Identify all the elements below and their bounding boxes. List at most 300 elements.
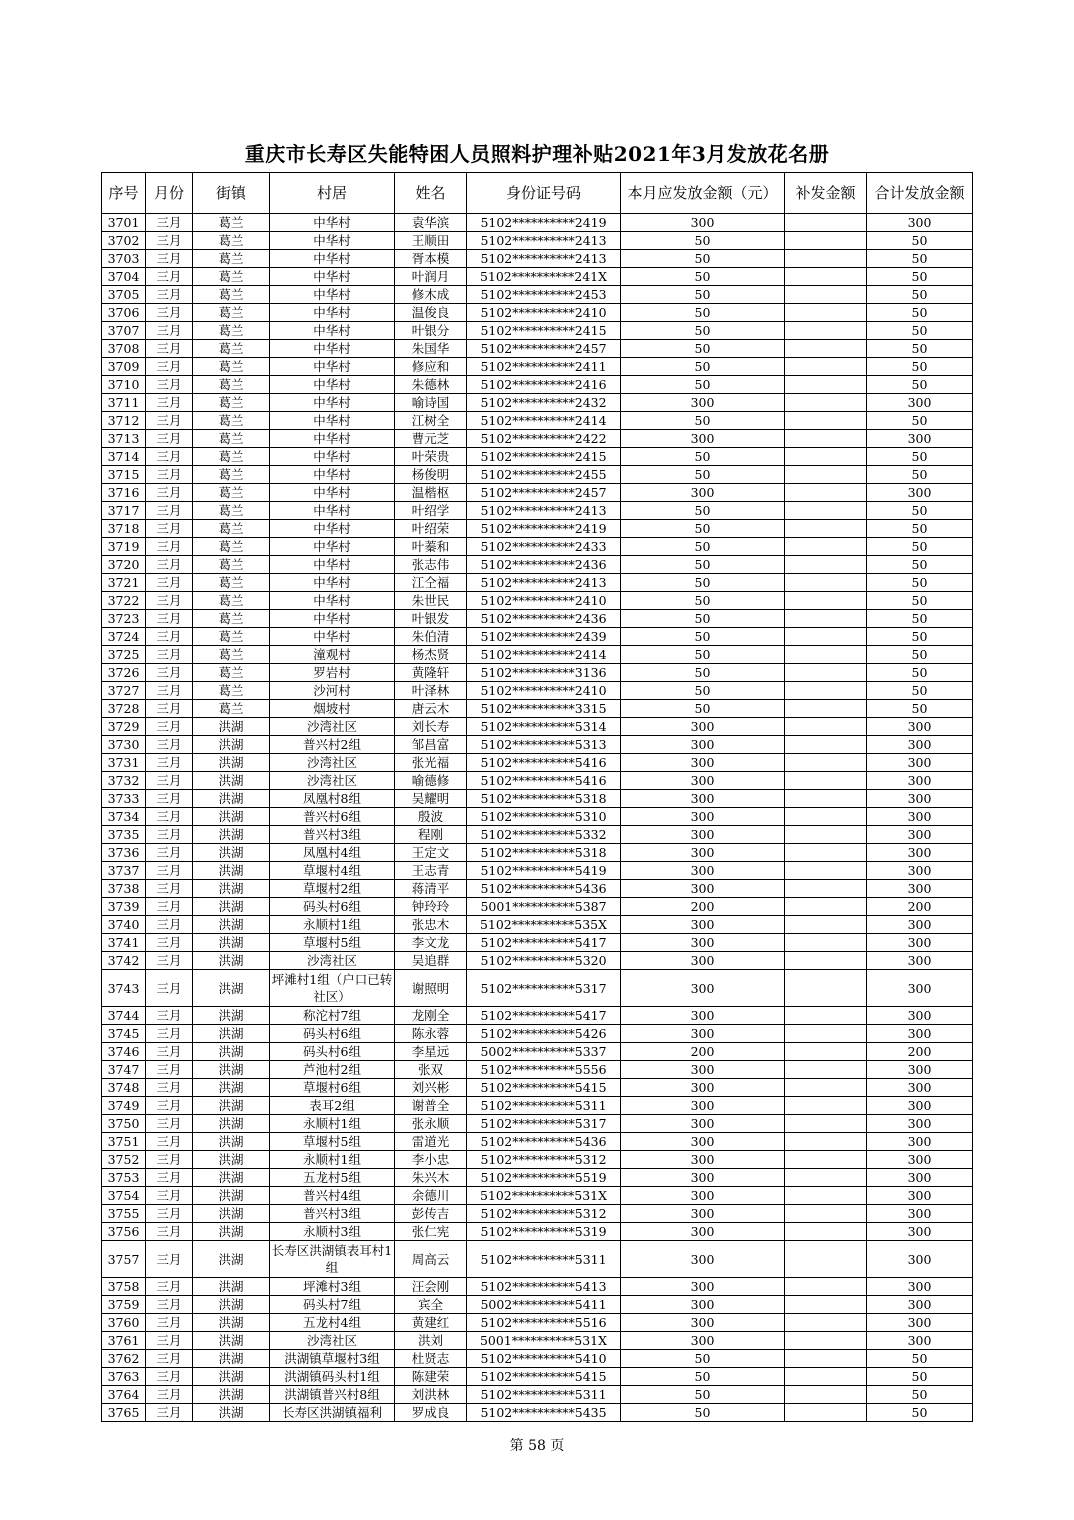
cell-town: 洪湖 bbox=[193, 1133, 270, 1151]
cell-name: 王顺田 bbox=[395, 232, 467, 250]
cell-total-amount: 300 bbox=[867, 394, 973, 412]
cell-name: 叶绍学 bbox=[395, 502, 467, 520]
cell-monthly-amount: 300 bbox=[621, 826, 785, 844]
cell-name: 李文龙 bbox=[395, 934, 467, 952]
cell-reissue-amount bbox=[785, 1223, 867, 1241]
cell-reissue-amount bbox=[785, 1115, 867, 1133]
col-header-town: 街镇 bbox=[193, 173, 270, 214]
cell-monthly-amount: 50 bbox=[621, 232, 785, 250]
cell-id-number: 5002**********5411 bbox=[467, 1296, 621, 1314]
cell-month: 三月 bbox=[146, 412, 193, 430]
table-row bbox=[102, 826, 973, 844]
cell-monthly-amount: 300 bbox=[621, 736, 785, 754]
cell-reissue-amount bbox=[785, 250, 867, 268]
cell-id-number: 5102**********5332 bbox=[467, 826, 621, 844]
cell-village: 中华村 bbox=[270, 448, 395, 466]
header-row bbox=[102, 173, 973, 214]
cell-name: 袁华滨 bbox=[395, 214, 467, 232]
cell-village: 中华村 bbox=[270, 268, 395, 286]
cell-total-amount: 300 bbox=[867, 1169, 973, 1187]
cell-index: 3710 bbox=[102, 376, 146, 394]
cell-total-amount: 300 bbox=[867, 1296, 973, 1314]
cell-reissue-amount bbox=[785, 304, 867, 322]
cell-village: 沙湾社区 bbox=[270, 952, 395, 970]
cell-reissue-amount bbox=[785, 394, 867, 412]
cell-reissue-amount bbox=[785, 1043, 867, 1061]
cell-village: 草堰村2组 bbox=[270, 880, 395, 898]
cell-reissue-amount bbox=[785, 1386, 867, 1404]
cell-total-amount: 300 bbox=[867, 880, 973, 898]
cell-total-amount: 300 bbox=[867, 736, 973, 754]
cell-village: 永顺村1组 bbox=[270, 916, 395, 934]
cell-index: 3751 bbox=[102, 1133, 146, 1151]
cell-monthly-amount: 50 bbox=[621, 628, 785, 646]
cell-monthly-amount: 300 bbox=[621, 1061, 785, 1079]
cell-index: 3759 bbox=[102, 1296, 146, 1314]
cell-id-number: 5102**********5311 bbox=[467, 1241, 621, 1278]
cell-village: 五龙村5组 bbox=[270, 1169, 395, 1187]
cell-id-number: 5102**********2422 bbox=[467, 430, 621, 448]
cell-town: 洪湖 bbox=[193, 754, 270, 772]
cell-total-amount: 50 bbox=[867, 340, 973, 358]
cell-town: 洪湖 bbox=[193, 1350, 270, 1368]
roster-table bbox=[101, 172, 973, 1422]
cell-town: 洪湖 bbox=[193, 1187, 270, 1205]
cell-month: 三月 bbox=[146, 250, 193, 268]
cell-reissue-amount bbox=[785, 790, 867, 808]
cell-index: 3712 bbox=[102, 412, 146, 430]
cell-village: 永顺村1组 bbox=[270, 1115, 395, 1133]
cell-index: 3708 bbox=[102, 340, 146, 358]
cell-id-number: 5102**********5417 bbox=[467, 1007, 621, 1025]
cell-name: 洪刘 bbox=[395, 1332, 467, 1350]
cell-id-number: 5102**********2457 bbox=[467, 340, 621, 358]
cell-village: 中华村 bbox=[270, 610, 395, 628]
cell-reissue-amount bbox=[785, 268, 867, 286]
cell-total-amount: 50 bbox=[867, 700, 973, 718]
cell-index: 3744 bbox=[102, 1007, 146, 1025]
cell-village: 中华村 bbox=[270, 214, 395, 232]
page-number: 第 58 页 bbox=[509, 1438, 565, 1454]
cell-village: 码头村6组 bbox=[270, 898, 395, 916]
cell-id-number: 5102**********2433 bbox=[467, 538, 621, 556]
cell-month: 三月 bbox=[146, 1241, 193, 1278]
table-row bbox=[102, 484, 973, 502]
cell-reissue-amount bbox=[785, 430, 867, 448]
cell-index: 3752 bbox=[102, 1151, 146, 1169]
cell-month: 三月 bbox=[146, 358, 193, 376]
cell-month: 三月 bbox=[146, 952, 193, 970]
table-row bbox=[102, 322, 973, 340]
cell-name: 彭传吉 bbox=[395, 1205, 467, 1223]
cell-total-amount: 300 bbox=[867, 754, 973, 772]
cell-village: 普兴村4组 bbox=[270, 1187, 395, 1205]
cell-month: 三月 bbox=[146, 1007, 193, 1025]
cell-month: 三月 bbox=[146, 466, 193, 484]
cell-name: 叶蓁和 bbox=[395, 538, 467, 556]
cell-monthly-amount: 300 bbox=[621, 1332, 785, 1350]
cell-town: 洪湖 bbox=[193, 1043, 270, 1061]
cell-id-number: 5102**********5317 bbox=[467, 970, 621, 1007]
cell-index: 3706 bbox=[102, 304, 146, 322]
cell-town: 洪湖 bbox=[193, 1278, 270, 1296]
cell-name: 叶润月 bbox=[395, 268, 467, 286]
table-row bbox=[102, 286, 973, 304]
cell-index: 3723 bbox=[102, 610, 146, 628]
cell-village: 永顺村3组 bbox=[270, 1223, 395, 1241]
col-header-name: 姓名 bbox=[395, 173, 467, 214]
table-row bbox=[102, 538, 973, 556]
cell-month: 三月 bbox=[146, 1187, 193, 1205]
cell-monthly-amount: 300 bbox=[621, 430, 785, 448]
cell-month: 三月 bbox=[146, 772, 193, 790]
cell-reissue-amount bbox=[785, 1296, 867, 1314]
cell-town: 洪湖 bbox=[193, 1241, 270, 1278]
table-row bbox=[102, 934, 973, 952]
cell-id-number: 5102**********5319 bbox=[467, 1223, 621, 1241]
cell-town: 洪湖 bbox=[193, 970, 270, 1007]
cell-index: 3724 bbox=[102, 628, 146, 646]
cell-monthly-amount: 300 bbox=[621, 1079, 785, 1097]
cell-total-amount: 300 bbox=[867, 1097, 973, 1115]
cell-name: 江仝福 bbox=[395, 574, 467, 592]
cell-name: 曹元芝 bbox=[395, 430, 467, 448]
col-header-village: 村居 bbox=[270, 173, 395, 214]
cell-total-amount: 200 bbox=[867, 898, 973, 916]
cell-reissue-amount bbox=[785, 628, 867, 646]
cell-town: 洪湖 bbox=[193, 1223, 270, 1241]
cell-name: 宾全 bbox=[395, 1296, 467, 1314]
cell-id-number: 5102**********2415 bbox=[467, 322, 621, 340]
cell-reissue-amount bbox=[785, 1241, 867, 1278]
cell-month: 三月 bbox=[146, 682, 193, 700]
table-row bbox=[102, 1007, 973, 1025]
cell-town: 葛兰 bbox=[193, 412, 270, 430]
cell-reissue-amount bbox=[785, 232, 867, 250]
cell-name: 龙刚全 bbox=[395, 1007, 467, 1025]
cell-town: 葛兰 bbox=[193, 322, 270, 340]
cell-total-amount: 50 bbox=[867, 592, 973, 610]
cell-month: 三月 bbox=[146, 1314, 193, 1332]
cell-name: 蒋清平 bbox=[395, 880, 467, 898]
cell-id-number: 5102**********5320 bbox=[467, 952, 621, 970]
table-row bbox=[102, 250, 973, 268]
cell-index: 3746 bbox=[102, 1043, 146, 1061]
cell-monthly-amount: 300 bbox=[621, 970, 785, 1007]
table-row bbox=[102, 1386, 973, 1404]
cell-reissue-amount bbox=[785, 520, 867, 538]
cell-village: 草堰村6组 bbox=[270, 1079, 395, 1097]
cell-town: 葛兰 bbox=[193, 232, 270, 250]
cell-village: 长寿区洪湖镇表耳村1组 bbox=[270, 1241, 395, 1278]
cell-town: 洪湖 bbox=[193, 718, 270, 736]
cell-reissue-amount bbox=[785, 826, 867, 844]
table-row bbox=[102, 610, 973, 628]
cell-town: 洪湖 bbox=[193, 952, 270, 970]
cell-village: 罗岩村 bbox=[270, 664, 395, 682]
cell-town: 洪湖 bbox=[193, 1169, 270, 1187]
cell-reissue-amount bbox=[785, 376, 867, 394]
cell-name: 罗成良 bbox=[395, 1404, 467, 1422]
cell-index: 3740 bbox=[102, 916, 146, 934]
cell-total-amount: 50 bbox=[867, 682, 973, 700]
table-row bbox=[102, 556, 973, 574]
cell-total-amount: 50 bbox=[867, 1350, 973, 1368]
cell-id-number: 5102**********241X bbox=[467, 268, 621, 286]
cell-reissue-amount bbox=[785, 358, 867, 376]
cell-month: 三月 bbox=[146, 1151, 193, 1169]
cell-total-amount: 50 bbox=[867, 1404, 973, 1422]
cell-total-amount: 300 bbox=[867, 214, 973, 232]
cell-index: 3755 bbox=[102, 1205, 146, 1223]
cell-id-number: 5102**********2413 bbox=[467, 232, 621, 250]
cell-monthly-amount: 50 bbox=[621, 592, 785, 610]
cell-month: 三月 bbox=[146, 502, 193, 520]
table-row bbox=[102, 214, 973, 232]
cell-total-amount: 300 bbox=[867, 1187, 973, 1205]
cell-name: 胥本模 bbox=[395, 250, 467, 268]
cell-month: 三月 bbox=[146, 898, 193, 916]
table-row bbox=[102, 376, 973, 394]
cell-id-number: 5001**********531X bbox=[467, 1332, 621, 1350]
cell-name: 吴追群 bbox=[395, 952, 467, 970]
cell-monthly-amount: 50 bbox=[621, 466, 785, 484]
cell-monthly-amount: 300 bbox=[621, 1097, 785, 1115]
cell-name: 钟玲玲 bbox=[395, 898, 467, 916]
cell-name: 刘洪林 bbox=[395, 1386, 467, 1404]
cell-monthly-amount: 50 bbox=[621, 448, 785, 466]
cell-monthly-amount: 300 bbox=[621, 484, 785, 502]
cell-total-amount: 300 bbox=[867, 1007, 973, 1025]
cell-village: 长寿区洪湖镇福利 bbox=[270, 1404, 395, 1422]
cell-monthly-amount: 300 bbox=[621, 1223, 785, 1241]
cell-reissue-amount bbox=[785, 1061, 867, 1079]
cell-name: 叶绍荣 bbox=[395, 520, 467, 538]
cell-village: 凤凰村8组 bbox=[270, 790, 395, 808]
cell-town: 葛兰 bbox=[193, 592, 270, 610]
table-row bbox=[102, 1115, 973, 1133]
table-row bbox=[102, 754, 973, 772]
cell-month: 三月 bbox=[146, 1350, 193, 1368]
cell-name: 陈永蓉 bbox=[395, 1025, 467, 1043]
col-header-reissue-amount: 补发金额 bbox=[785, 173, 867, 214]
cell-village: 芦池村2组 bbox=[270, 1061, 395, 1079]
cell-town: 葛兰 bbox=[193, 520, 270, 538]
cell-reissue-amount bbox=[785, 466, 867, 484]
cell-id-number: 5102**********3136 bbox=[467, 664, 621, 682]
cell-village: 表耳2组 bbox=[270, 1097, 395, 1115]
cell-id-number: 5102**********5413 bbox=[467, 1278, 621, 1296]
cell-monthly-amount: 50 bbox=[621, 376, 785, 394]
cell-total-amount: 50 bbox=[867, 502, 973, 520]
cell-month: 三月 bbox=[146, 844, 193, 862]
cell-id-number: 5102**********5417 bbox=[467, 934, 621, 952]
cell-name: 喻德修 bbox=[395, 772, 467, 790]
table-row bbox=[102, 1278, 973, 1296]
table-row bbox=[102, 862, 973, 880]
table-row bbox=[102, 232, 973, 250]
cell-index: 3734 bbox=[102, 808, 146, 826]
table-row bbox=[102, 574, 973, 592]
cell-village: 洪湖镇普兴村8组 bbox=[270, 1386, 395, 1404]
cell-town: 洪湖 bbox=[193, 826, 270, 844]
cell-monthly-amount: 300 bbox=[621, 916, 785, 934]
cell-month: 三月 bbox=[146, 1278, 193, 1296]
cell-month: 三月 bbox=[146, 232, 193, 250]
cell-id-number: 5102**********5410 bbox=[467, 1350, 621, 1368]
cell-reissue-amount bbox=[785, 1025, 867, 1043]
cell-town: 葛兰 bbox=[193, 340, 270, 358]
cell-total-amount: 300 bbox=[867, 1314, 973, 1332]
cell-name: 杨杰贤 bbox=[395, 646, 467, 664]
cell-reissue-amount bbox=[785, 1404, 867, 1422]
cell-monthly-amount: 200 bbox=[621, 898, 785, 916]
page-title: 重庆市长寿区失能特困人员照料护理补贴2021年3月发放花名册 bbox=[244, 142, 830, 166]
table-row bbox=[102, 340, 973, 358]
cell-village: 中华村 bbox=[270, 304, 395, 322]
cell-monthly-amount: 300 bbox=[621, 1115, 785, 1133]
cell-month: 三月 bbox=[146, 574, 193, 592]
cell-town: 葛兰 bbox=[193, 538, 270, 556]
cell-index: 3718 bbox=[102, 520, 146, 538]
table-row bbox=[102, 646, 973, 664]
table-row bbox=[102, 682, 973, 700]
cell-reissue-amount bbox=[785, 1205, 867, 1223]
cell-town: 洪湖 bbox=[193, 1314, 270, 1332]
cell-reissue-amount bbox=[785, 1151, 867, 1169]
cell-index: 3736 bbox=[102, 844, 146, 862]
cell-month: 三月 bbox=[146, 214, 193, 232]
cell-total-amount: 50 bbox=[867, 232, 973, 250]
cell-id-number: 5102**********5312 bbox=[467, 1205, 621, 1223]
cell-index: 3748 bbox=[102, 1079, 146, 1097]
cell-monthly-amount: 300 bbox=[621, 1151, 785, 1169]
cell-town: 葛兰 bbox=[193, 394, 270, 412]
col-header-index: 序号 bbox=[102, 173, 146, 214]
cell-monthly-amount: 50 bbox=[621, 358, 785, 376]
col-header-monthly-amount: 本月应发放金额（元） bbox=[621, 173, 785, 214]
cell-reissue-amount bbox=[785, 646, 867, 664]
cell-monthly-amount: 50 bbox=[621, 556, 785, 574]
cell-village: 码头村6组 bbox=[270, 1043, 395, 1061]
cell-month: 三月 bbox=[146, 322, 193, 340]
cell-name: 黄隆轩 bbox=[395, 664, 467, 682]
cell-name: 李星远 bbox=[395, 1043, 467, 1061]
table-row bbox=[102, 1133, 973, 1151]
cell-id-number: 5102**********2414 bbox=[467, 412, 621, 430]
cell-id-number: 5102**********5436 bbox=[467, 880, 621, 898]
cell-town: 葛兰 bbox=[193, 664, 270, 682]
cell-index: 3730 bbox=[102, 736, 146, 754]
table-row bbox=[102, 412, 973, 430]
cell-total-amount: 50 bbox=[867, 610, 973, 628]
cell-town: 洪湖 bbox=[193, 1386, 270, 1404]
cell-id-number: 5102**********2410 bbox=[467, 304, 621, 322]
cell-village: 普兴村3组 bbox=[270, 826, 395, 844]
cell-monthly-amount: 300 bbox=[621, 772, 785, 790]
cell-name: 朱德林 bbox=[395, 376, 467, 394]
cell-month: 三月 bbox=[146, 1043, 193, 1061]
cell-month: 三月 bbox=[146, 484, 193, 502]
cell-index: 3761 bbox=[102, 1332, 146, 1350]
table-row bbox=[102, 268, 973, 286]
cell-id-number: 5102**********2413 bbox=[467, 502, 621, 520]
cell-total-amount: 300 bbox=[867, 970, 973, 1007]
table-row bbox=[102, 1350, 973, 1368]
cell-monthly-amount: 50 bbox=[621, 1404, 785, 1422]
table-row bbox=[102, 880, 973, 898]
cell-name: 江树全 bbox=[395, 412, 467, 430]
cell-name: 张双 bbox=[395, 1061, 467, 1079]
cell-reissue-amount bbox=[785, 682, 867, 700]
cell-name: 吴耀明 bbox=[395, 790, 467, 808]
cell-name: 修木成 bbox=[395, 286, 467, 304]
col-header-month: 月份 bbox=[146, 173, 193, 214]
cell-name: 杜贤志 bbox=[395, 1350, 467, 1368]
cell-monthly-amount: 300 bbox=[621, 790, 785, 808]
cell-monthly-amount: 50 bbox=[621, 502, 785, 520]
cell-total-amount: 300 bbox=[867, 1223, 973, 1241]
cell-index: 3749 bbox=[102, 1097, 146, 1115]
cell-village: 中华村 bbox=[270, 430, 395, 448]
cell-reissue-amount bbox=[785, 502, 867, 520]
cell-index: 3709 bbox=[102, 358, 146, 376]
cell-total-amount: 300 bbox=[867, 1332, 973, 1350]
cell-id-number: 5102**********2419 bbox=[467, 520, 621, 538]
cell-month: 三月 bbox=[146, 286, 193, 304]
table-row bbox=[102, 1241, 973, 1278]
table-row bbox=[102, 394, 973, 412]
cell-monthly-amount: 50 bbox=[621, 520, 785, 538]
cell-reissue-amount bbox=[785, 322, 867, 340]
cell-reissue-amount bbox=[785, 718, 867, 736]
cell-monthly-amount: 300 bbox=[621, 394, 785, 412]
cell-month: 三月 bbox=[146, 826, 193, 844]
cell-month: 三月 bbox=[146, 880, 193, 898]
cell-month: 三月 bbox=[146, 1133, 193, 1151]
cell-village: 码头村7组 bbox=[270, 1296, 395, 1314]
cell-village: 坪滩村1组（户口已转社区） bbox=[270, 970, 395, 1007]
cell-index: 3753 bbox=[102, 1169, 146, 1187]
cell-village: 沙河村 bbox=[270, 682, 395, 700]
cell-town: 洪湖 bbox=[193, 1368, 270, 1386]
cell-reissue-amount bbox=[785, 772, 867, 790]
cell-month: 三月 bbox=[146, 934, 193, 952]
table-row bbox=[102, 430, 973, 448]
cell-name: 王志青 bbox=[395, 862, 467, 880]
cell-total-amount: 300 bbox=[867, 484, 973, 502]
table-row bbox=[102, 628, 973, 646]
cell-monthly-amount: 50 bbox=[621, 412, 785, 430]
cell-monthly-amount: 300 bbox=[621, 214, 785, 232]
cell-total-amount: 50 bbox=[867, 1368, 973, 1386]
cell-month: 三月 bbox=[146, 862, 193, 880]
cell-month: 三月 bbox=[146, 1061, 193, 1079]
cell-index: 3715 bbox=[102, 466, 146, 484]
cell-name: 朱兴木 bbox=[395, 1169, 467, 1187]
cell-total-amount: 300 bbox=[867, 826, 973, 844]
cell-month: 三月 bbox=[146, 376, 193, 394]
cell-monthly-amount: 50 bbox=[621, 646, 785, 664]
cell-village: 中华村 bbox=[270, 628, 395, 646]
cell-index: 3722 bbox=[102, 592, 146, 610]
cell-month: 三月 bbox=[146, 646, 193, 664]
cell-town: 洪湖 bbox=[193, 898, 270, 916]
cell-name: 李小忠 bbox=[395, 1151, 467, 1169]
cell-name: 修应和 bbox=[395, 358, 467, 376]
col-header-total-amount: 合计发放金额 bbox=[867, 173, 973, 214]
cell-town: 洪湖 bbox=[193, 1061, 270, 1079]
